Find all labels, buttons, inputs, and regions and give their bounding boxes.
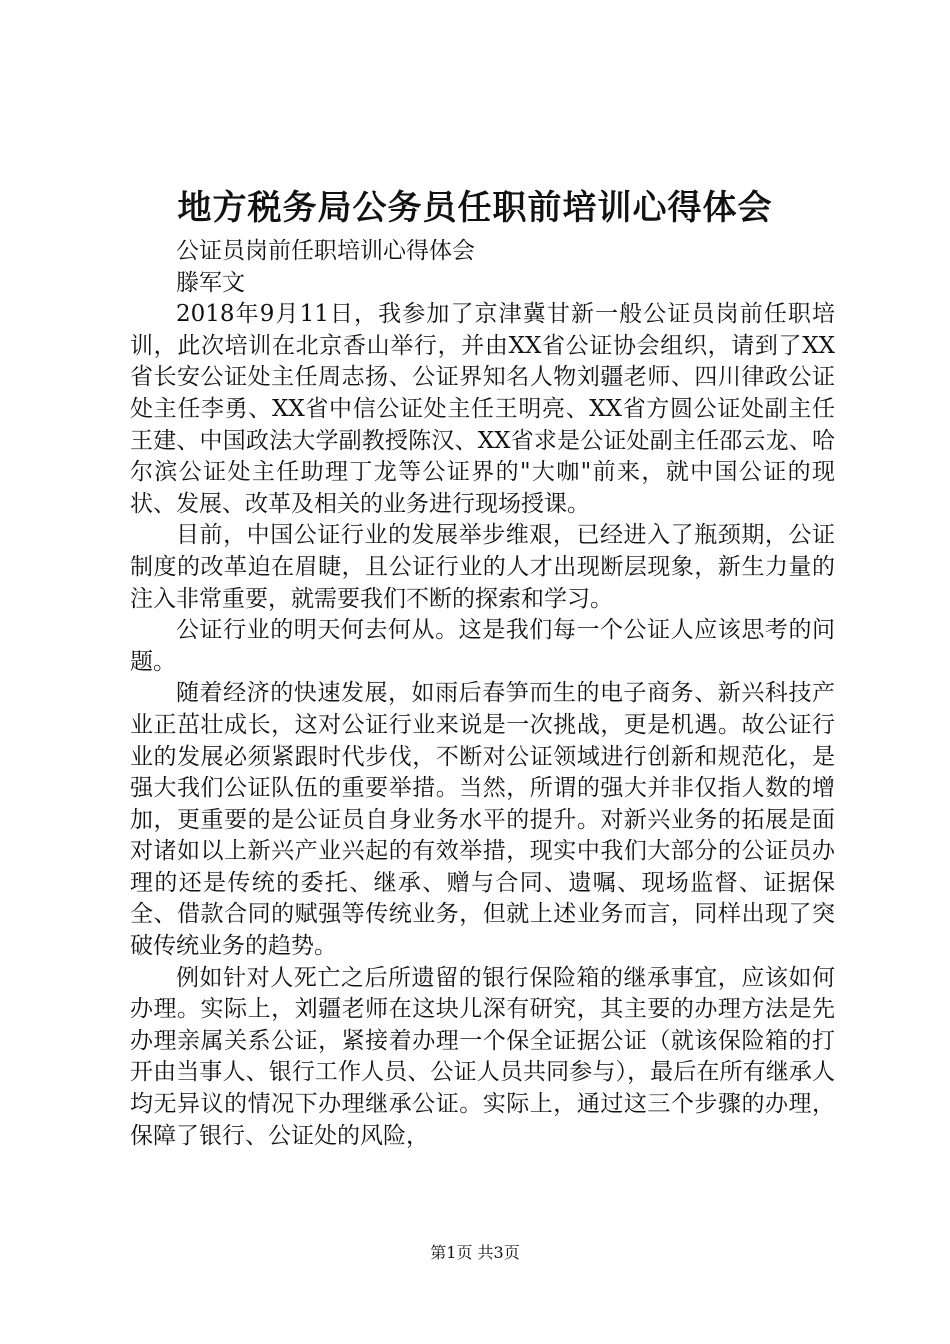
body-paragraph: 2018年9月11日，我参加了京津冀甘新一般公证员岗前任职培训，此次培训在北京香山举行，并由XX省公证协会组织，请到了XX省长安公证处主任周志扬、公证界知名人物刘疆老师、四川律政公证处主任李勇、XX省中信公证处主任王明亮、XX省方圆公证处副主任王建、中国政法大学副教授陈汉、XX省求是公证处副主任邵云龙、哈尔滨公证处主任助理丁龙等公证界的"大咖"前来，就中国公证的现状、发展、改革及相关的业务进行现场授课。 — [130, 301, 835, 517]
document-subtitle: 公证员岗前任职培训心得体会 — [176, 238, 475, 264]
body-paragraph: 例如针对人死亡之后所遗留的银行保险箱的继承事宜，应该如何办理。实际上，刘疆老师在这块儿深有研究，其主要的办理方法是先办理亲属关系公证，紧接着办理一个保全证据公证（就该保险箱的打开由当事人、银行工作人员、公证人员共同参与），最后在所有继承人均无异议的情况下办理继承公证。实际上，通过这三个步骤的办理，保障了银行、公证处的风险， — [130, 964, 835, 1149]
document-author: 滕军文 — [176, 269, 245, 296]
document-body — [130, 236, 835, 1152]
body-paragraph: 目前，中国公证行业的发展举步维艰，已经进入了瓶颈期，公证制度的改革迫在眉睫，且公证行业的人才出现断层现象，新生力量的注入非常重要，就需要我们不断的探索和学习。 — [130, 522, 835, 612]
page-number: 第1页 共3页 — [430, 1243, 520, 1262]
body-paragraph: 随着经济的快速发展，如雨后春笋而生的电子商务、新兴科技产业正茁壮成长，这对公证行业来说是一次挑战，更是机遇。故公证行业的发展必须紧跟时代步伐，不断对公证领域进行创新和规范化，是强大我们公证队伍的重要举措。当然，所谓的强大并非仅指人数的增加，更重要的是公证员自身业务水平的提升。对新兴业务的拓展是面对诸如以上新兴产业兴起的有效举措，现实中我们大部分的公证员办理的还是传统的委托、继承、赠与合同、遗嘱、现场监督、证据保全、借款合同的赋强等传统业务，但就上述业务而言，同样出现了突破传统业务的趋势。 — [130, 680, 835, 960]
body-paragraph: 公证行业的明天何去何从。这是我们每一个公证人应该思考的问题。 — [130, 617, 835, 675]
document-title: 地方税务局公务员任职前培训心得体会 — [177, 188, 773, 228]
